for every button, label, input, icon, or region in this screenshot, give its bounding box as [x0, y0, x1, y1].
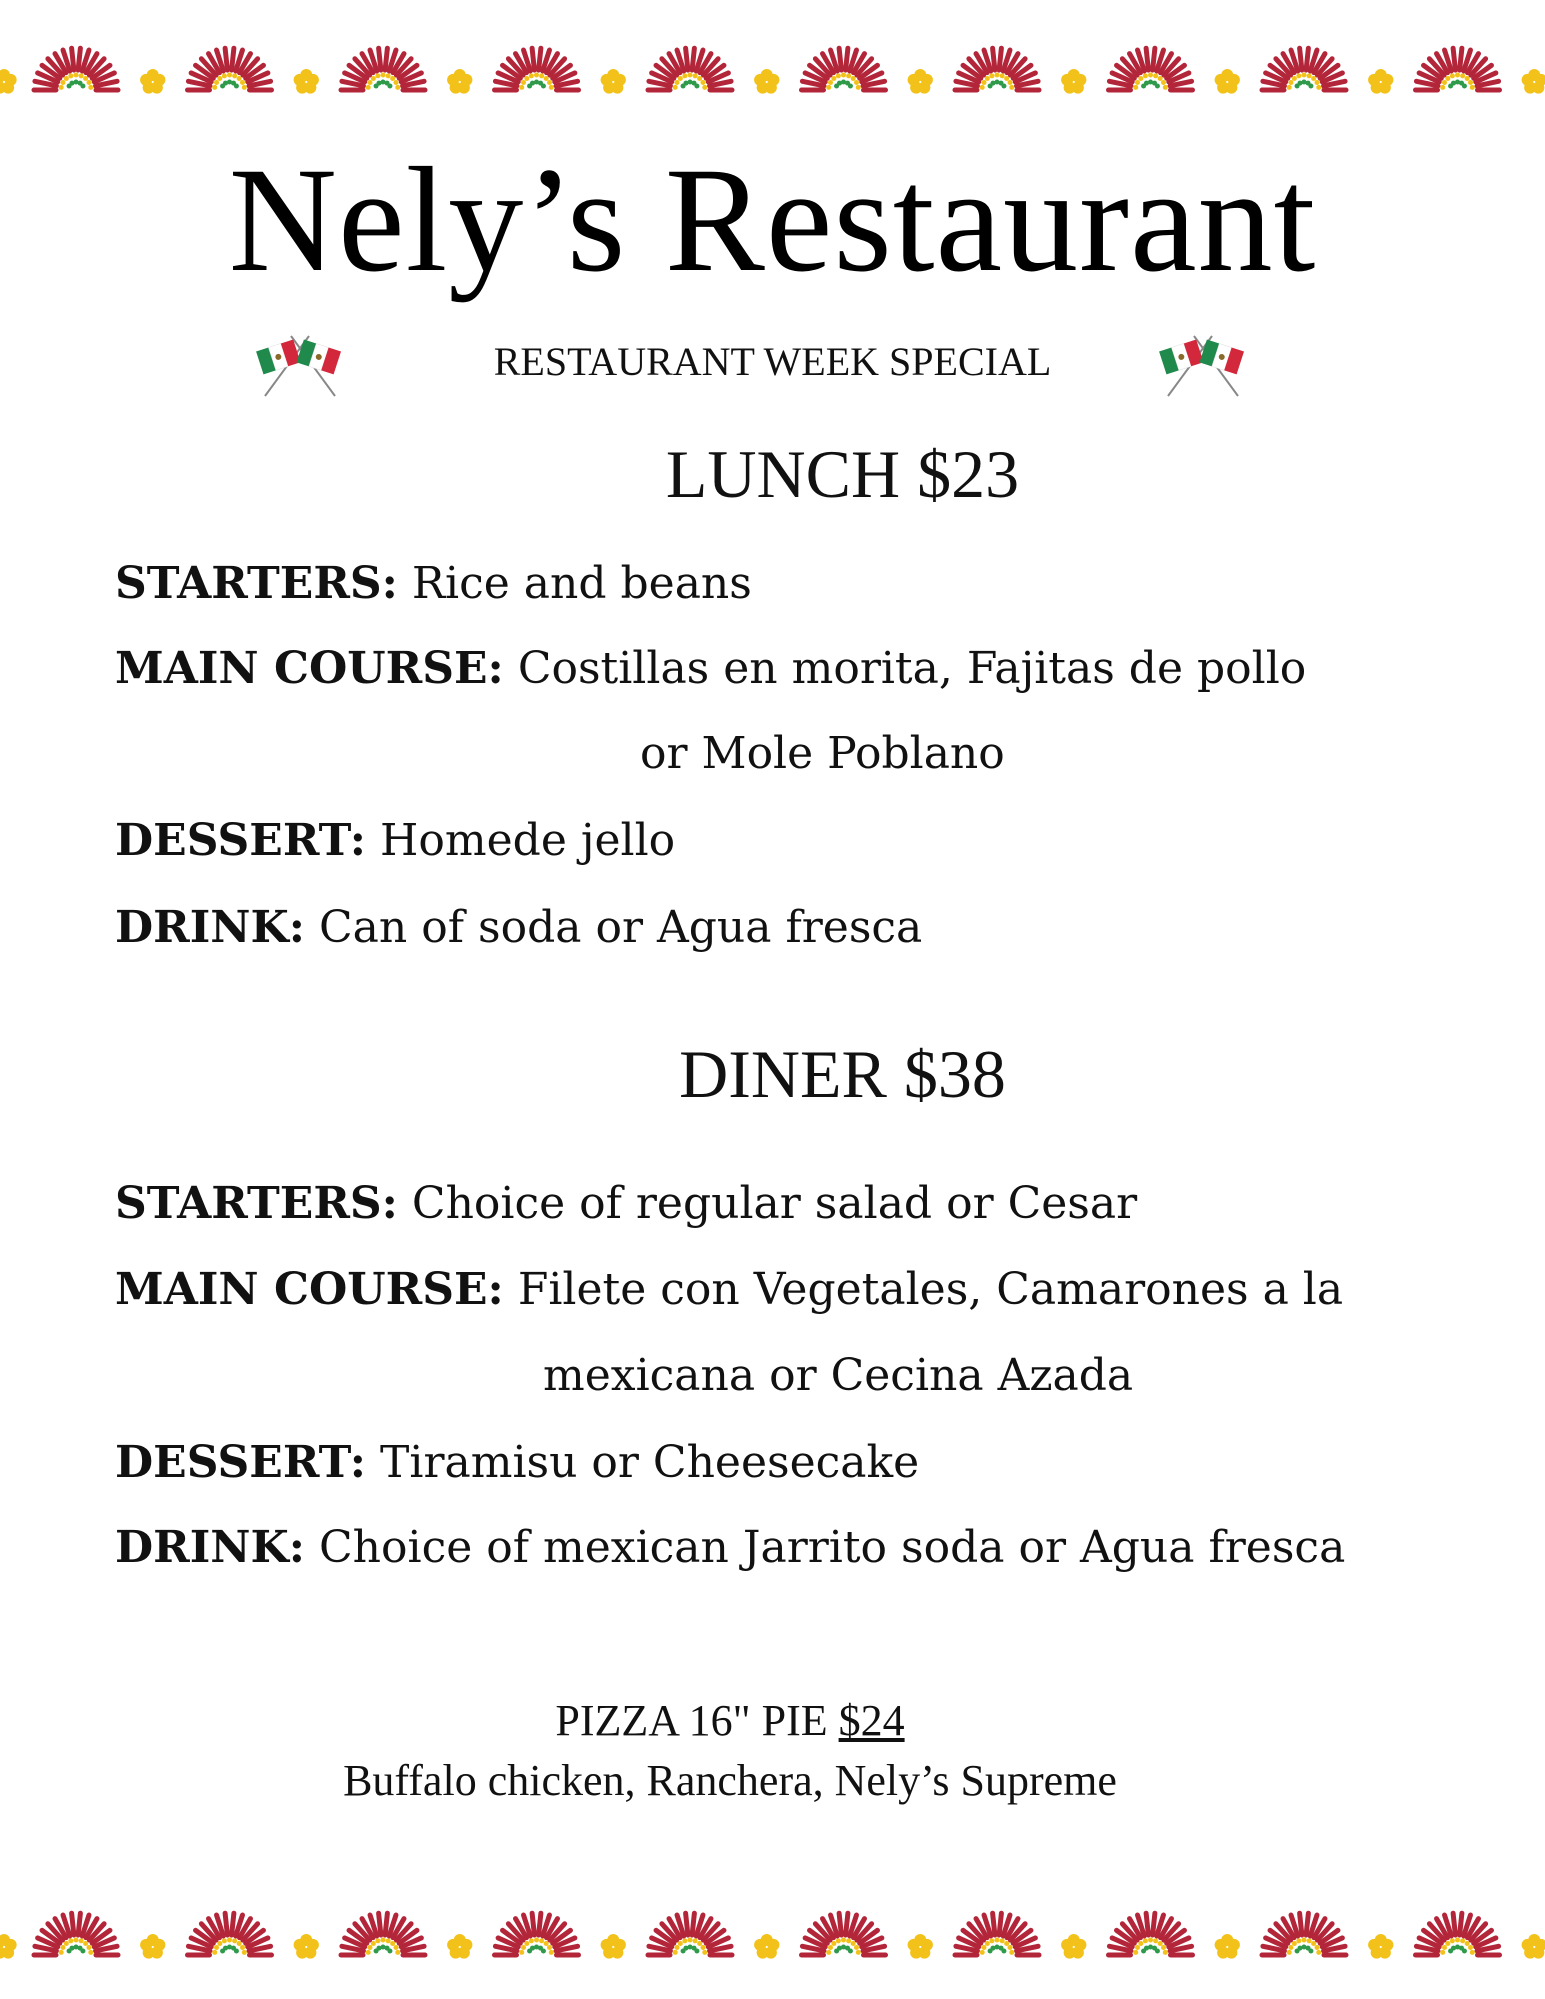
item-text: Filete con Vegetales, Camarones a la — [517, 1264, 1344, 1315]
diner-item-drink — [115, 1522, 1445, 1575]
flower-icon — [601, 69, 626, 94]
flower-icon — [1061, 1934, 1086, 1959]
flower-icon — [754, 1934, 779, 1959]
sun-medallion-icon — [188, 1913, 272, 1955]
pizza-price: $24 — [838, 1696, 905, 1745]
flower-icon — [294, 1934, 319, 1959]
sun-medallion-icon — [648, 1913, 732, 1955]
item-label: DRINK: — [115, 902, 306, 953]
flower-icon — [1368, 1934, 1393, 1959]
sun-medallion-icon — [1262, 48, 1346, 90]
lunch-item-starters — [115, 558, 1445, 611]
lunch-heading: LUNCH $23 — [665, 436, 1020, 512]
sun-medallion-icon — [341, 48, 425, 90]
item-label: MAIN COURSE: — [115, 1264, 504, 1315]
item-text: Costillas en morita, Fajitas de pollo — [517, 643, 1307, 694]
decorative-border-top — [0, 40, 1545, 120]
item-label: STARTERS: — [115, 1178, 398, 1229]
item-text: Choice of mexican Jarrito soda or Agua fresca — [319, 1522, 1346, 1573]
item-label: DESSERT: — [115, 1437, 367, 1488]
item-text: Tiramisu or Cheesecake — [380, 1437, 920, 1488]
flower-icon — [1215, 1934, 1240, 1959]
sun-medallion-icon — [34, 1913, 118, 1955]
pizza-description: Buffalo chicken, Ranchera, Nely’s Supreme — [343, 1756, 1117, 1805]
sun-medallion-icon — [188, 48, 272, 90]
flower-icon — [447, 69, 472, 94]
flower-icon — [1368, 69, 1393, 94]
decorative-border-bottom — [0, 1905, 1545, 1985]
pizza-title — [0, 1695, 1460, 1746]
sun-medallion-icon — [1109, 48, 1193, 90]
sun-medallion-icon — [955, 48, 1039, 90]
lunch-item-dessert — [115, 815, 1445, 868]
diner-item-main-course — [115, 1264, 1445, 1317]
item-label: MAIN COURSE: — [115, 643, 504, 694]
sun-medallion-icon — [1109, 1913, 1193, 1955]
sun-medallion-icon — [1416, 1913, 1500, 1955]
item-label: STARTERS: — [115, 558, 398, 609]
sun-medallion-icon — [648, 48, 732, 90]
pizza-title-text: PIZZA 16" PIE — [555, 1696, 828, 1745]
sun-medallion-icon — [495, 48, 579, 90]
flower-icon — [908, 1934, 933, 1959]
flower-icon — [1522, 69, 1545, 94]
sun-medallion-icon — [955, 1913, 1039, 1955]
diner-item-starters — [115, 1178, 1445, 1231]
sun-medallion-icon — [341, 1913, 425, 1955]
flower-icon — [0, 1934, 17, 1959]
item-text: Can of soda or Agua fresca — [319, 902, 923, 953]
lunch-item-main-course — [115, 643, 1445, 696]
flower-icon — [1522, 1934, 1545, 1959]
subtitle-row — [0, 328, 1545, 398]
item-text: Rice and beans — [411, 558, 752, 609]
sun-medallion-icon — [1262, 1913, 1346, 1955]
lunch-main-course-continuation: or Mole Poblano — [640, 728, 1005, 779]
flower-icon — [1061, 69, 1086, 94]
sun-medallion-icon — [802, 48, 886, 90]
flower-icon — [140, 1934, 165, 1959]
sun-medallion-icon — [802, 1913, 886, 1955]
item-label: DRINK: — [115, 1522, 306, 1573]
diner-heading: DINER $38 — [679, 1036, 1006, 1112]
flower-icon — [294, 69, 319, 94]
sun-medallion-icon — [1416, 48, 1500, 90]
diner-main-course-continuation: mexicana or Cecina Azada — [543, 1350, 1134, 1401]
sun-medallion-icon — [495, 1913, 579, 1955]
item-text: Choice of regular salad or Cesar — [411, 1178, 1138, 1229]
page-subtitle: RESTAURANT WEEK SPECIAL — [493, 339, 1052, 384]
flower-icon — [0, 69, 17, 94]
flower-icon — [1215, 69, 1240, 94]
flower-icon — [447, 1934, 472, 1959]
sun-medallion-icon — [34, 48, 118, 90]
flower-icon — [140, 69, 165, 94]
diner-item-dessert — [115, 1437, 1445, 1490]
item-text: Homede jello — [380, 815, 676, 866]
flower-icon — [754, 69, 779, 94]
flower-icon — [601, 1934, 626, 1959]
restaurant-title: Nely’s Restaurant — [228, 137, 1317, 303]
lunch-item-drink — [115, 902, 1445, 955]
crossed-mexican-flags-icon — [1148, 328, 1258, 398]
flower-icon — [908, 69, 933, 94]
item-label: DESSERT: — [115, 815, 367, 866]
